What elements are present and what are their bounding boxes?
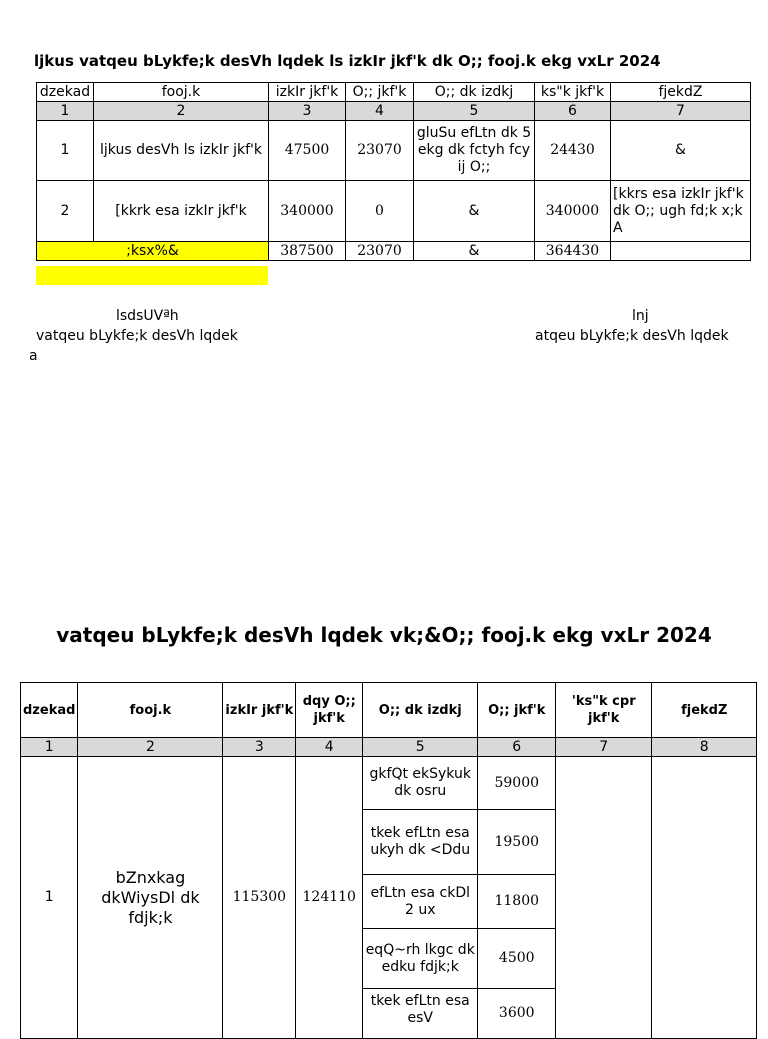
item-expense-type: eqQ~rh lkgc dk edku fdjk;k — [363, 929, 478, 989]
header-description: fooj.k — [94, 83, 269, 102]
header-expense: O;; jkf'k — [478, 683, 556, 738]
row-received: 115300 — [223, 757, 296, 1039]
item-expense-amount: 3600 — [478, 989, 556, 1039]
row-sno: 2 — [37, 181, 94, 242]
secretary-note: a — [29, 348, 38, 364]
index-cell: 8 — [652, 738, 757, 757]
row-balance: 24430 — [535, 121, 611, 181]
header-expense-type: O;; dk izdkj — [363, 683, 478, 738]
row-expense-type: & — [414, 181, 535, 242]
income-expense-table — [36, 82, 751, 261]
header-expense: O;; jkf'k — [346, 83, 414, 102]
table-row — [37, 181, 751, 242]
row-total-expense: 124110 — [296, 757, 363, 1039]
index-cell: 5 — [363, 738, 478, 757]
index-cell: 3 — [269, 102, 346, 121]
row-remark — [652, 757, 757, 1039]
highlight-strip — [36, 266, 268, 285]
index-cell: 4 — [346, 102, 414, 121]
total-expense: 23070 — [346, 242, 414, 261]
item-expense-type: tkek efLtn esa esV — [363, 989, 478, 1039]
item-expense-type: gkfQt ekSykuk dk osru — [363, 757, 478, 810]
row-balance — [556, 757, 652, 1039]
report-title: ljkus vatqeu bLykfe;k desVh lqdek ls izkIr jkf'k dk O;; fooj.k ekg vxLr 2024 — [34, 52, 661, 70]
item-expense-amount: 4500 — [478, 929, 556, 989]
income-expense-table-2 — [20, 682, 757, 1039]
header-remark: fjekdZ — [652, 683, 757, 738]
header-sno: dzekad — [21, 683, 78, 738]
header-received: izkIr jkf'k — [269, 83, 346, 102]
header-balance: 'ks"k cpr jkf'k — [556, 683, 652, 738]
total-balance: 364430 — [535, 242, 611, 261]
total-row — [37, 242, 751, 261]
header-sno: dzekad — [37, 83, 94, 102]
table-row — [37, 121, 751, 181]
item-expense-amount: 11800 — [478, 875, 556, 929]
index-cell: 7 — [611, 102, 751, 121]
row-expense-type: gluSu efLtn dk 5 ekg dk fctyh fcy ij O;; — [414, 121, 535, 181]
header-balance: ks"k jkf'k — [535, 83, 611, 102]
index-cell: 1 — [37, 102, 94, 121]
total-received: 387500 — [269, 242, 346, 261]
row-received: 47500 — [269, 121, 346, 181]
report2-title: vatqeu bLykfe;k desVh lqdek vk;&O;; fooj.k ekg vxLr 2024 — [56, 623, 712, 647]
row-balance: 340000 — [535, 181, 611, 242]
total-expense-type: & — [414, 242, 535, 261]
index-cell: 6 — [535, 102, 611, 121]
header-remark: fjekdZ — [611, 83, 751, 102]
row-description: [kkrk esa izkIr jkf'k — [94, 181, 269, 242]
president-org: atqeu bLykfe;k desVh lqdek — [535, 328, 729, 344]
row-description: ljkus desVh ls izkIr jkf'k — [94, 121, 269, 181]
row-sno: 1 — [37, 121, 94, 181]
header-received: izkIr jkf'k — [223, 683, 296, 738]
table-row — [21, 757, 757, 810]
item-expense-type: efLtn esa ckDl 2 ux — [363, 875, 478, 929]
row-description: bZnxkag dkWiysDl dk fdjk;k — [78, 757, 223, 1039]
index-cell: 6 — [478, 738, 556, 757]
secretary-title: lsdsUVªh — [116, 308, 179, 324]
index-cell: 7 — [556, 738, 652, 757]
row-remark: & — [611, 121, 751, 181]
total-label: ;ksx%& — [37, 242, 269, 261]
index-cell: 1 — [21, 738, 78, 757]
row-expense: 23070 — [346, 121, 414, 181]
item-expense-amount: 19500 — [478, 810, 556, 875]
header-total-expense: dqy O;; jkf'k — [296, 683, 363, 738]
index-cell: 5 — [414, 102, 535, 121]
row-sno: 1 — [21, 757, 78, 1039]
index-cell: 4 — [296, 738, 363, 757]
total-remark — [611, 242, 751, 261]
item-expense-type: tkek efLtn esa ukyh dk <Ddu — [363, 810, 478, 875]
president-title: lnj — [632, 308, 649, 324]
row-expense: 0 — [346, 181, 414, 242]
item-expense-amount: 59000 — [478, 757, 556, 810]
index-cell: 2 — [94, 102, 269, 121]
row-received: 340000 — [269, 181, 346, 242]
header-expense-type: O;; dk izdkj — [414, 83, 535, 102]
row-remark: [kkrs esa izkIr jkf'k dk O;; ugh fd;k x;k A — [611, 181, 751, 242]
index-cell: 3 — [223, 738, 296, 757]
secretary-org: vatqeu bLykfe;k desVh lqdek — [36, 328, 238, 344]
header-description: fooj.k — [78, 683, 223, 738]
index-cell: 2 — [78, 738, 223, 757]
